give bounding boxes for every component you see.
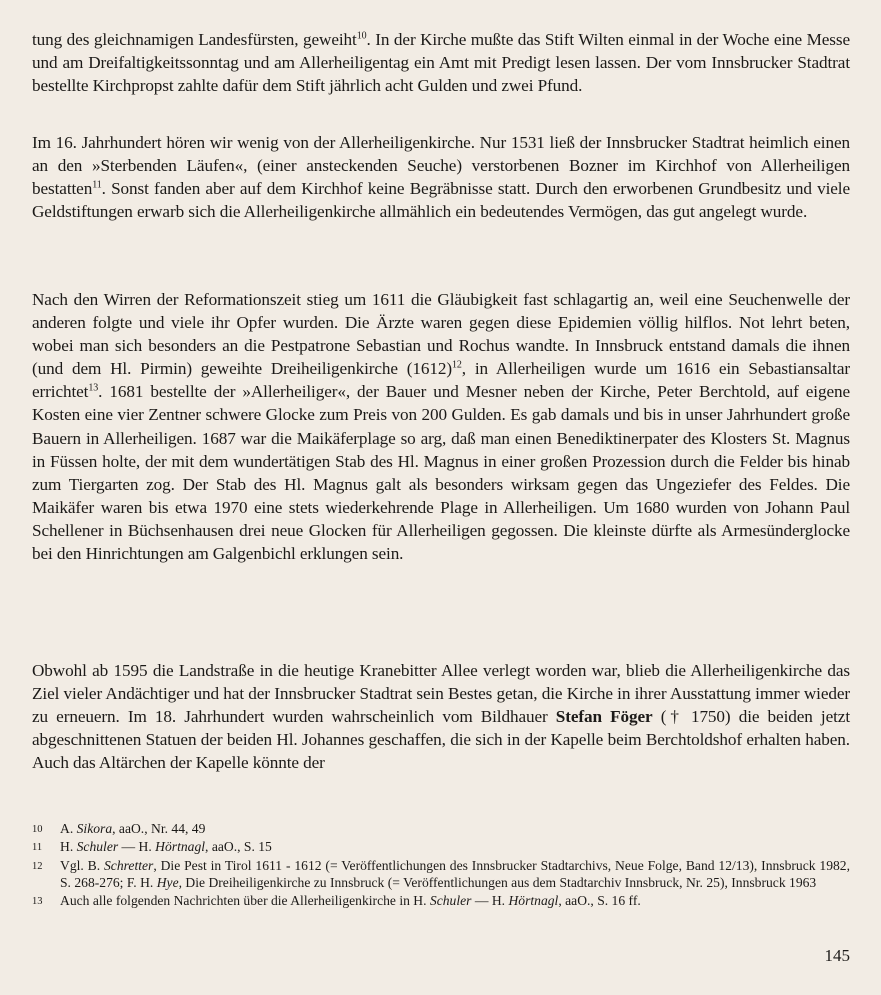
text: — H. — [471, 892, 509, 908]
footnote-12 — [32, 857, 850, 892]
text: . 1681 bestellte der »Allerheiliger«, der Bauer und Mesner neben der Kirche, Peter Berchtold, auf eigene Kosten eine vier Zentner schwere Glocke zum Preis von 200 Gulden. Es gab damals und bis in unser Jahrhundert große Bauern in Allerheiligen. 1687 war die Maikäferplage so arg, daß man einen Benediktinerpater des Klosters St. Magnus in Füssen holte, der mit dem wundertätigen Stab des Hl. Magnus in einer großen Prozession durch die Felder bis hinab zum Tiergarten zog. Der Stab des Hl. Magnus galt als besonders wirksam gegen das Ungeziefer des Feldes. Die Maikäfer waren bis etwa 1970 eine stets wiederkehrende Plage in Allerheiligen. Um 1680 wurden von Johann Paul Schellener in Büchsenhausen drei neue Glocken für Allerheiligen gegossen. Die kleinste dürfte als Armesünderglocke bei den Hinrichtungen am Galgenbichl erklungen sein. — [32, 382, 850, 564]
author-name: Schuler — [429, 892, 472, 908]
text: Vgl. B. — [60, 857, 104, 873]
text: , aaO., Nr. 44, 49 — [112, 821, 206, 836]
text: H. — [60, 839, 77, 855]
text: , in Allerheiligen wurde um 1616 ein Sebastiansaltar errichtet — [32, 359, 850, 402]
paragraph-1 — [32, 28, 850, 97]
footnote-ref-13: 13 — [88, 382, 99, 394]
text: († 1750) die beiden jetzt abgeschnittenen Statuen der beiden Hl. Johannes geschaffen, die sich in der Kapelle beim Berchtoldshof erhalten haben. Auch das Altärchen der Kapelle könnte der — [32, 707, 851, 773]
footnote-text — [60, 820, 850, 838]
paragraph-2 — [32, 131, 850, 223]
author-name: Hye — [156, 875, 179, 891]
footnote-number: 10 — [32, 824, 43, 835]
text: . In der Kirche mußte das Stift Wilten einmal in der Woche eine Messe und am Dreifaltigkeitssonntag und am Allerheiligentag ein Amt mit Predigt lesen lassen. Der vom Innsbrucker Stadtrat bestellte Kirchpropst zahlte dafür dem Stift jährlich acht Gulden und zwei Pfund. — [32, 30, 850, 96]
footnotes — [32, 820, 850, 910]
footnote-ref-11: 11 — [92, 179, 102, 191]
footnote-number: 12 — [32, 860, 43, 872]
footnote-text — [60, 838, 850, 856]
footnote-11 — [32, 838, 850, 856]
footnote-number: 13 — [32, 895, 43, 907]
footnote-text — [60, 857, 850, 892]
text: Auch alle folgenden Nachrichten über die Allerheiligenkirche in H. — [60, 892, 430, 908]
text: — H. — [118, 839, 156, 855]
text: , Die Dreiheiligenkirche zu Innsbruck (= Veröffentlichungen aus dem Stadtarchiv Innsbruck, Nr. 25), Innsbruck 1963 — [178, 875, 817, 891]
footnote-ref-12: 12 — [451, 359, 462, 371]
author-name: Schuler — [76, 839, 119, 855]
footnote-number: 11 — [32, 842, 43, 854]
text: Nach den Wirren der Reformationszeit stieg um 1611 die Gläubigkeit fast schlagartig an, weil eine Seuchenwelle der anderen folgte und viele ihr Opfer wurden. Die Ärzte waren gegen diese Epidemien völlig hilflos. Not lehrt beten, wobei man sich besonders an die Pestpatrone Sebastian und Rochus wandte. In Innsbruck entstand damals die ihnen (und dem Hl. Pirmin) geweihte Dreiheiligenkirche (1612) — [32, 290, 850, 379]
text: , Die Pest in Tirol 1611 - 1612 (= Veröffentlichungen des Innsbrucker Stadtarchivs, Neue Folge, Band 12/13), Innsbruck 1982, S. 268-276; F. H. — [60, 857, 850, 891]
text: , aaO., S. 16 ff. — [558, 892, 641, 908]
author-name: Sikora — [76, 821, 113, 836]
footnote-ref-10: 10 — [356, 30, 367, 42]
text: A. — [60, 821, 77, 836]
text: Im 16. Jahrhundert hören wir wenig von der Allerheiligenkirche. Nur 1531 ließ der Innsbrucker Stadtrat heimlich einen an den »Sterbenden Läufen«, (einer ansteckenden Seuche) verstorbenen Bozner im Kirchhof von Allerheiligen bestatten — [32, 133, 850, 199]
sculptor-name: Stefan Föger — [555, 707, 653, 727]
text: . Sonst fanden aber auf dem Kirchhof keine Begräbnisse statt. Durch den erworbenen Grundbesitz und viele Geldstiftungen erwarb sich die Allerheiligenkirche allmählich ein bedeutendes Vermögen, das gut angelegt wurde. — [32, 179, 850, 222]
author-name: Hörtnagl — [155, 839, 206, 855]
footnote-text — [60, 892, 850, 910]
paragraph-3 — [32, 288, 850, 565]
author-name: Hörtnagl — [508, 892, 559, 908]
page-number: 145 — [824, 946, 850, 965]
text: tung des gleichnamigen Landesfürsten, geweiht — [32, 30, 357, 49]
paragraph-4 — [32, 659, 850, 774]
text: , aaO., S. 15 — [205, 839, 272, 855]
footnote-10 — [32, 820, 850, 838]
footnote-13 — [32, 892, 850, 910]
author-name: Schretter — [104, 857, 154, 873]
text: Obwohl ab 1595 die Landstraße in die heutige Kranebitter Allee verlegt worden war, blieb die Allerheiligenkirche das Ziel vieler Andächtiger und hat der Innsbrucker Stadtrat sein Bestes getan, die Kirche in ihrer Ausstattung immer wieder zu erneuern. Im 18. Jahrhundert wurden wahrscheinlich vom Bildhauer — [32, 661, 850, 727]
